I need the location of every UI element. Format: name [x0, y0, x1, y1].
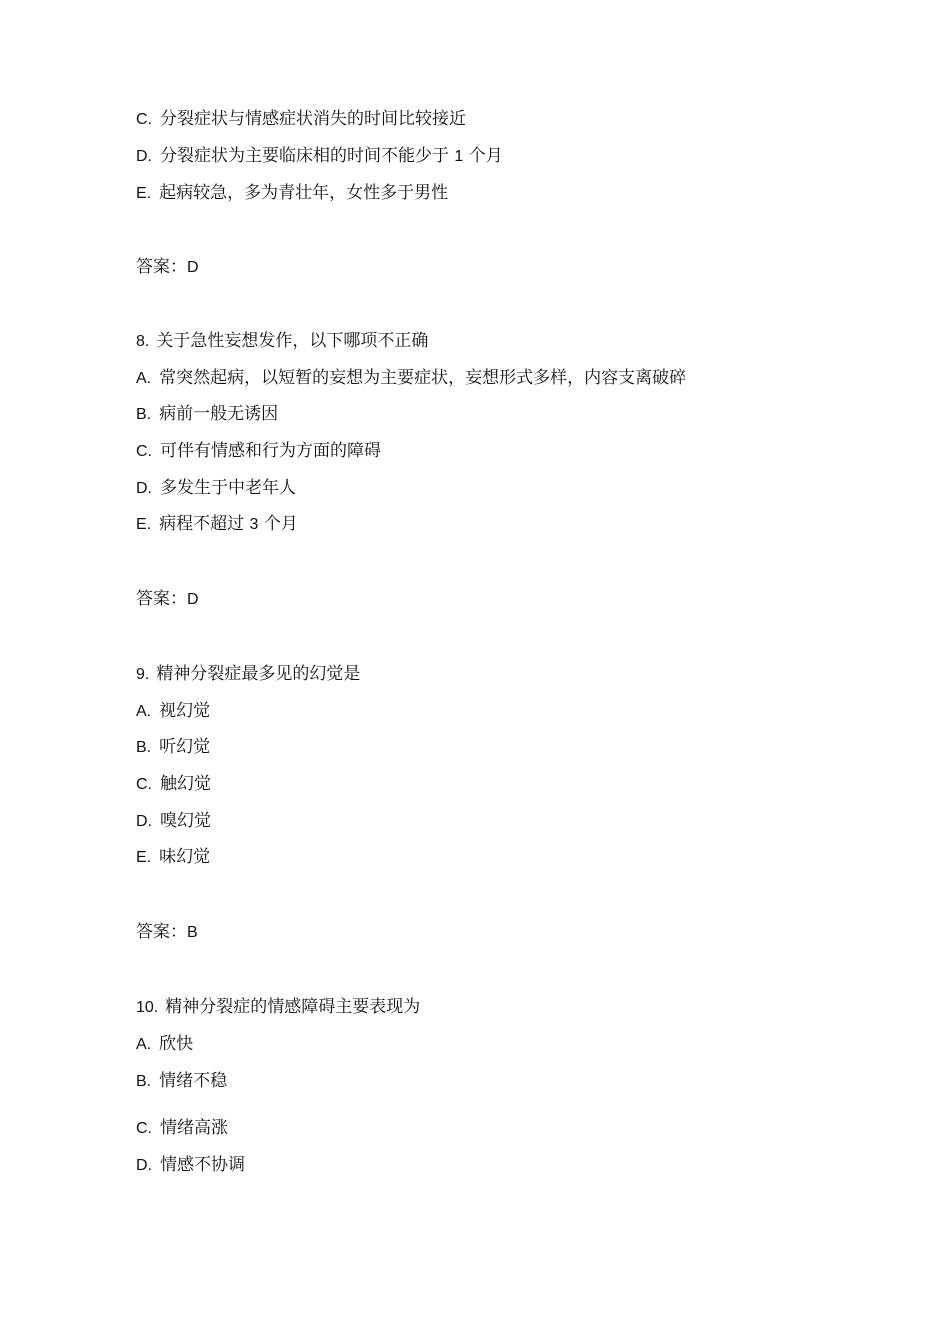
answer-prefix: 答案：	[136, 922, 187, 942]
option-label: C.	[136, 1120, 152, 1137]
question-text: 精神分裂症的情感障碍主要表现为	[165, 997, 421, 1017]
option-label: C.	[136, 111, 152, 128]
answer-value: D	[187, 259, 199, 276]
option-text: 常突然起病，以短暂的妄想为主要症状，妄想形式多样，内容支离破碎	[159, 368, 687, 388]
option-text: 分裂症状与情感症状消失的时间比较接近	[160, 109, 466, 129]
option-text: 视幻觉	[159, 701, 211, 721]
option-label: D.	[136, 1157, 152, 1174]
option-text: 嗅幻觉	[160, 811, 211, 831]
option-label: A.	[136, 370, 152, 387]
answer-value: D	[187, 591, 199, 608]
q8-option-b	[136, 401, 278, 427]
option-label: A.	[136, 1036, 152, 1053]
option-label: C.	[136, 443, 152, 460]
q8-stem	[136, 328, 428, 354]
option-text: 情绪高涨	[160, 1118, 228, 1138]
option-label: D.	[136, 480, 152, 497]
q10-stem	[136, 994, 420, 1020]
q9-option-a	[136, 698, 210, 724]
option-label: C.	[136, 776, 152, 793]
answer-prefix: 答案：	[136, 257, 187, 277]
q7-option-d	[136, 143, 503, 169]
question-text: 关于急性妄想发作，以下哪项不正确	[156, 331, 429, 351]
question-number: 9.	[136, 666, 150, 683]
option-text: 可伴有情感和行为方面的障碍	[160, 441, 381, 461]
question-number: 10.	[136, 999, 159, 1016]
q7-option-e	[136, 180, 448, 206]
q8-option-e	[136, 511, 298, 537]
option-text: 听幻觉	[159, 737, 211, 757]
q9-option-c	[136, 771, 211, 797]
answer-value: B	[187, 924, 198, 941]
q10-option-d	[136, 1152, 245, 1178]
question-number: 8.	[136, 333, 150, 350]
q9-option-e	[136, 844, 210, 870]
q10-option-b	[136, 1068, 227, 1094]
option-label: B.	[136, 406, 152, 423]
option-label: E.	[136, 849, 152, 866]
option-text: 病程不超过	[159, 514, 250, 534]
option-text: 欣快	[159, 1034, 194, 1054]
option-label: A.	[136, 703, 152, 720]
option-number: 1	[454, 148, 464, 165]
q10-option-a	[136, 1031, 193, 1057]
option-text: 情绪不稳	[159, 1071, 228, 1091]
option-text: 情感不协调	[160, 1155, 245, 1175]
option-label: E.	[136, 516, 152, 533]
option-text-suffix: 个月	[463, 146, 503, 166]
q7-option-c	[136, 106, 466, 132]
option-label: D.	[136, 813, 152, 830]
q9-option-d	[136, 808, 211, 834]
answer-prefix: 答案：	[136, 589, 187, 609]
option-label: B.	[136, 1073, 152, 1090]
option-text: 病前一般无诱因	[159, 404, 279, 424]
option-text: 分裂症状为主要临床相的时间不能少于	[160, 146, 455, 166]
option-text: 起病较急，多为青壮年，女性多于男性	[159, 183, 449, 203]
q9-option-b	[136, 734, 210, 760]
option-label: B.	[136, 739, 152, 756]
q7-answer	[136, 254, 199, 280]
q8-option-c	[136, 438, 381, 464]
option-text-suffix: 个月	[258, 514, 298, 534]
q8-answer	[136, 586, 199, 612]
q9-stem	[136, 661, 360, 687]
q8-option-d	[136, 475, 296, 501]
q9-answer	[136, 919, 198, 945]
option-label: E.	[136, 185, 152, 202]
question-text: 精神分裂症最多见的幻觉是	[156, 664, 361, 684]
option-text: 触幻觉	[160, 774, 211, 794]
option-text: 味幻觉	[159, 847, 211, 867]
option-number: 3	[249, 516, 259, 533]
option-text: 多发生于中老年人	[160, 478, 296, 498]
q8-option-a	[136, 365, 686, 391]
option-label: D.	[136, 148, 152, 165]
q10-option-c	[136, 1115, 228, 1141]
